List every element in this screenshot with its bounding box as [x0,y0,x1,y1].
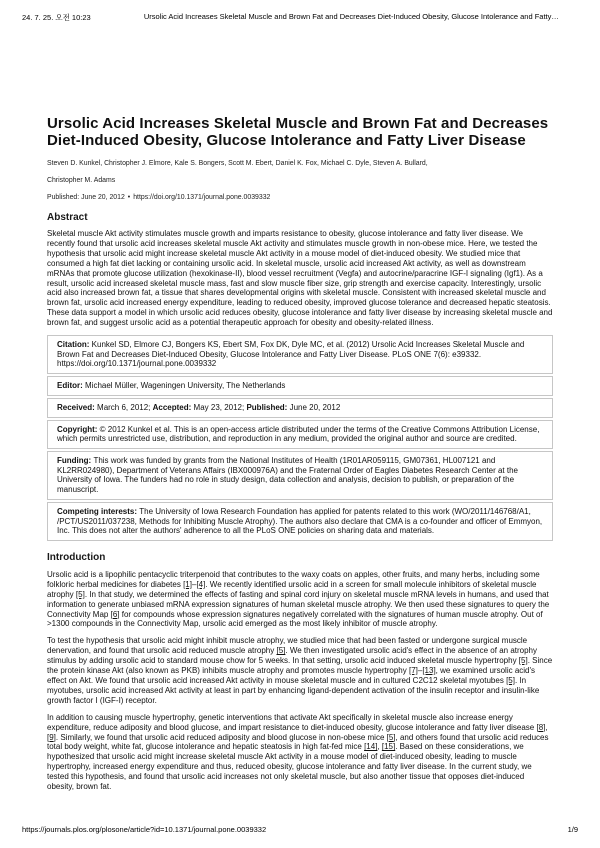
reference-link[interactable]: [5] [506,675,515,685]
reference-link[interactable]: [15] [381,742,396,752]
text-segment: . In that study, we determined the effects of fasting and spinal cord injury on skeletal muscle mRNA levels in humans, and used that information to generate unbiased mRNA expression signatures of human skeletal muscle atrophy. We then used these signatures to query the Connectivity Map [47,589,550,619]
introduction-paragraph-3 [47,713,553,792]
text-segment: – [417,666,423,676]
text-segment: – [191,579,197,589]
field-label: Citation: [57,340,92,350]
text-segment: © 2012 Kunkel et al. This is an open-access article distributed under the terms of the Creative Commons Attribution License, which permits unrestricted use, distribution, and reproduction in any medium, provided the original author and source are credited. [57,424,540,444]
introduction-heading: Introduction [47,551,106,563]
field-label: Copyright: [57,424,100,434]
reference-link[interactable]: [1] [183,579,192,589]
text-segment: . We recently identified ursolic acid in a screen for small molecule inhibitors of skeletal muscle atrophy [47,579,537,599]
text-segment: Kunkel SD, Elmore CJ, Bongers KS, Ebert SM, Fox DK, Dyle MC, et al. (2012) Ursolic Acid Increases Skeletal Muscle and Brown Fat and Decreases Diet-Induced Obesity, Glucose Intolerance and Fatty Liver Disease. PLoS ONE 7(6): e39332. https://doi.org/10.1371/journal.pone.0039332 [57,340,525,369]
competing-interests-box [47,502,553,541]
text-segment: May 23, 2012; [193,402,247,412]
field-label: Competing interests: [57,506,140,516]
dates-box [47,398,553,418]
field-label: Published: [246,402,290,412]
reference-link[interactable]: [9] [47,732,56,742]
print-header [0,12,600,23]
text-segment: , and others found that ursolic acid reduces total body weight, white fat, glucose intolerance and hepatic steatosis in high fat-fed mice [47,732,549,752]
bullet-separator: • [127,194,131,201]
print-doc-title: Ursolic Acid Increases Skeletal Muscle and Brown Fat and Decreases Diet-Induced Obesity, Glucose Intolerance and Fatty… [143,12,559,21]
text-segment: Ursolic acid is a lipophilic pentacyclic triterpenoid that contributes to the waxy coats on apples, other fruits, and many herbs, including some folkloric herbal medicines for diabetes [47,569,540,589]
text-segment: , [377,742,382,752]
reference-link[interactable]: [5] [386,732,396,742]
reference-link[interactable]: [13] [422,666,436,676]
reference-link[interactable]: [6] [110,609,120,619]
text-segment: . In myotubes, ursolic acid increased Akt activity at least in part by enhancing ligand-dependent activation of the insulin receptor and insulin-like growth factor I (IGF-I) receptor. [47,675,540,705]
page-indicator: 1/9 [567,825,578,834]
introduction-paragraph-1 [47,570,553,629]
print-footer-url: https://journals.plos.org/plosone/article?id=10.1371/journal.pone.0039332 [22,825,267,834]
print-footer [22,825,578,834]
funding-box [47,451,553,500]
editor-box [47,376,553,396]
reference-link[interactable]: [5] [276,646,286,656]
citation-box [47,335,553,374]
reference-link[interactable]: [4] [196,579,206,589]
text-segment: . We then investigated ursolic acid's effect in the absence of an atrophy stimulus by adding ursolic acid to standard mouse chow for 5 weeks. In that setting, ursolic acid induced skeletal muscle hypertrophy [47,646,537,666]
reference-link[interactable]: [8] [536,722,546,732]
article-page [47,116,553,792]
text-segment: In addition to causing muscle hypertrophy, genetic interventions that activate Akt specifically in skeletal muscle also increase energy expenditure, reduce adiposity and blood glucose, and impart resistance to diet-induced obesity, glucose intolerance and fatty liver disease [47,712,537,732]
field-label: Accepted: [152,402,194,412]
author-list-line-2: Christopher M. Adams [47,177,116,184]
text-segment: June 20, 2012 [289,402,341,412]
text-segment: March 6, 2012; [97,402,153,412]
field-label: Funding: [57,455,94,465]
text-segment: , [545,722,548,732]
text-segment: Michael Müller, Wageningen University, The Netherlands [85,381,286,391]
article-title: Ursolic Acid Increases Skeletal Muscle and Brown Fat and Decreases Diet-Induced Obesity, Glucose Intolerance and Fatty Liver Disease [47,115,549,149]
copyright-box [47,420,553,449]
abstract-heading: Abstract [47,212,88,223]
field-label: Editor: [57,381,85,391]
article-metadata [47,335,553,541]
published-date: Published: June 20, 2012 [47,194,125,201]
introduction-paragraph-2 [47,636,553,705]
text-segment: for compounds whose expression signatures negatively correlated with the signatures of human muscle atrophy. Out of >1300 compounds in the Connectivity Map, ursolic acid emerged as the most likely inhibitor of muscle atrophy. [47,609,543,629]
author-list [47,155,553,189]
reference-link[interactable]: [7] [408,666,418,676]
text-segment: This work was funded by grants from the National Institutes of Health (1R01AR059115, GM07361, HL007121 and KL2RR024980), Department of Veterans Affairs (IBX000976A) and the Fraternal Order of Eagles Diabetes Research Center at the University of Iowa. The funders had no role in study design, data collection and analysis, decision to publish, or preparation of the manuscript. [57,455,518,495]
text-segment: . Based on these considerations, we hypothesized that ursolic acid might increase skeletal muscle Akt activity in a mouse model of diet-induced obesity, leading to muscle hypertrophy, increased energy expenditure and thus, reduced obesity, glucose intolerance and fatty liver disease. In the current study, we tested this hypothesis, and found that ursolic acid increases not only skeletal muscle, but also another tissue that opposes diet-induced obesity, brown fat. [47,742,532,792]
author-list-line-1: Steven D. Kunkel, Christopher J. Elmore, Kale S. Bongers, Scott M. Ebert, Daniel K. Fox, Michael C. Dyle, Steven A. Bullard, [47,160,428,167]
text-segment: The University of Iowa Research Foundation has applied for patents related to this work (WO/2011/146768/A1, /PCT/US2011/037238, Methods for Inhibiting Muscle Atrophy). The authors also declare that CMA is a co-founder and officer of Emmyon, Inc. This does not alter the authors' adherence to all the PLoS ONE policies on sharing data and materials. [57,506,543,536]
text-segment: . Since the protein kinase Akt (also known as PKB) inhibits muscle atrophy and promotes muscle hypertrophy [47,656,553,676]
print-datetime: 24. 7. 25. 오전 10:23 [22,13,91,22]
reference-link[interactable]: [14] [364,742,378,752]
reference-link[interactable]: [5] [75,589,85,599]
text-segment: To test the hypothesis that ursolic acid might inhibit muscle atrophy, we studied mice that had been fasted or undergone surgical muscle denervation, and found that ursolic acid reduced muscle atrophy [47,636,528,656]
reference-link[interactable]: [5] [518,656,528,666]
field-label: Received: [57,402,98,412]
doi-link[interactable]: https://doi.org/10.1371/journal.pone.0039332 [133,194,271,201]
text-segment: . Similarly, we found that ursolic acid reduced adiposity and blood glucose in non-obese mice [55,732,387,742]
text-segment: , we examined ursolic acid's effect on Akt. We found that ursolic acid increased Akt activity in mouse skeletal muscle and in cultured C2C12 skeletal myotubes [47,666,536,685]
abstract-text: Skeletal muscle Akt activity stimulates muscle growth and imparts resistance to obesity, glucose intolerance and fatty liver disease. We recently found that ursolic acid increases skeletal muscle Akt activity and stimulates muscle growth in non-obese mice. Here, we tested the hypothesis that ursolic acid might increase skeletal muscle Akt activity in a mouse model of diet-induced obesity. We studied mice that consumed a high fat diet lacking or containing ursolic acid. In skeletal muscle, ursolic acid increased Akt activity, as well as downstream mRNAs that promote glucose utilization (hexokinase-II), blood vessel recruitment (Vegfa) and autocrine/paracrine IGF-I signaling (Igf1). As a result, ursolic acid increased skeletal muscle mass, fast and slow muscle fiber size, grip strength and exercise capacity. Interestingly, ursolic acid also increased brown fat, a tissue that shares developmental origins with skeletal muscle. Consistent with increased skeletal muscle and brown fat, ursolic acid increased energy expenditure, leading to reduced obesity, improved glucose tolerance and decreased hepatic steatosis. These data support a model in which ursolic acid reduces obesity, glucose intolerance and fatty liver disease by increasing skeletal muscle and brown fat, and suggest ursolic acid as a potential therapeutic approach for obesity and obesity-related illness. [47,229,553,328]
published-line [47,194,553,201]
